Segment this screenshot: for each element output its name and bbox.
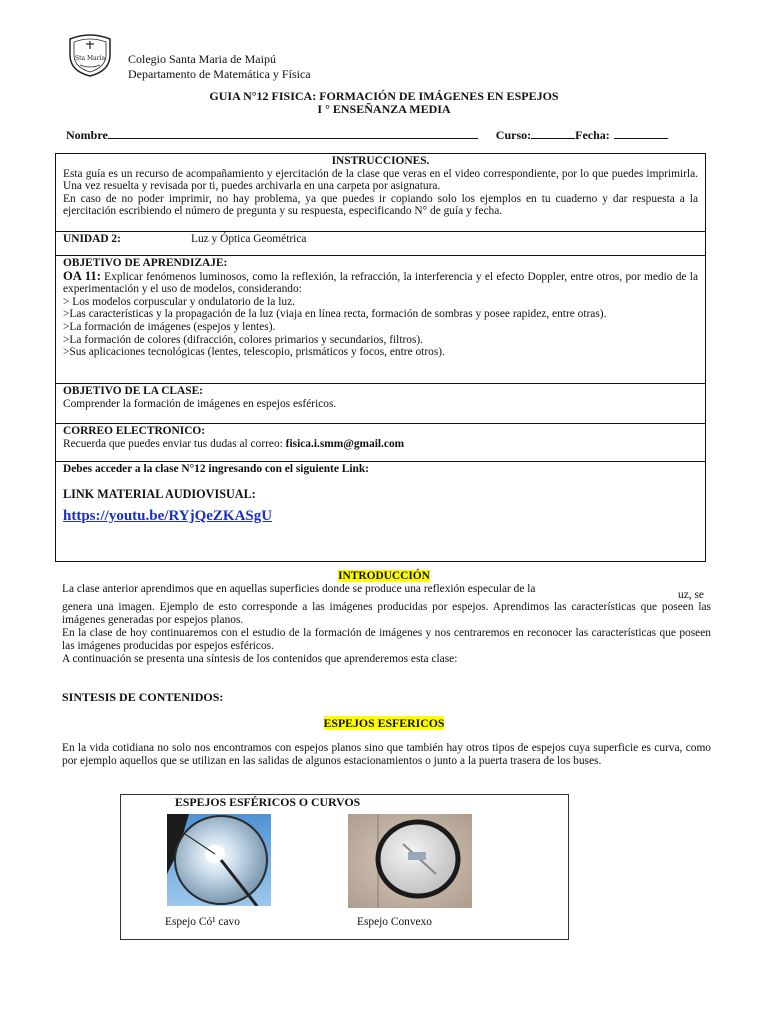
concave-mirror-image [167,814,271,906]
school-logo [66,33,114,77]
class-objective-cell [56,384,706,424]
unit-label: UNIDAD 2: [63,233,121,245]
date-field[interactable] [614,127,668,139]
course-label: Curso: [495,128,532,142]
school-name: Colegio Santa Maria de Maipú [128,52,276,66]
video-link[interactable]: https://youtu.be/RYjQeZKASgU [63,508,273,525]
synthesis-text: En la vida cotidiana no solo nos encontramos con espejos planos sino que también hay otros tipos de espejos cuya superficie es curva, como por ejemplo aquellos que se utilizan en las salidas de algunos estacionamientos o junto a la puerta trasera de los buses. [62,742,711,767]
instructions-p2: En caso de no poder imprimir, no hay problema, ya que puedes ir copiando solo los ejemplos en tu cuaderno y dar respuesta a la ejercitación escribiendo el número de pregunta y su respuesta, especificando N° de guía y fecha. [63,192,698,218]
link-label: LINK MATERIAL AUDIOVISUAL: [63,486,256,501]
email-address[interactable]: fisica.i.smm@gmail.com [285,437,405,450]
email-text: Recuerda que puedes enviar tus dudas al correo: [63,437,286,450]
instructions-p1: Esta guía es un recurso de acompañamiento y ejercitación de la clase que veras en el video correspondiente, por lo que puedes imprimirla. Una vez resuelta y revisada por ti, puedes archivarla en una carpeta por asignatura. [63,167,698,193]
objective-item: >Las características y la propagación de la luz (viaja en línea recta, formación de sombras y posee rapidez, entre otras). [63,308,607,321]
name-field[interactable] [108,127,478,139]
synthesis-subheading: ESPEJOS ESFERICOS [323,716,445,730]
mirrors-figure [120,794,569,940]
intro-p2: En la clase de hoy continuaremos con el estudio de la formación de imágenes y nos centraremos en reconocer las características que poseen las imágenes producidas por espejos esféricos. [62,627,711,652]
info-table [55,153,706,562]
oa-label: OA 11: [63,268,101,283]
objective-item: > Los modelos corpuscular y ondulatorio de la luz. [63,295,295,308]
class-objective-heading: OBJETIVO DE LA CLASE: [63,385,203,397]
objective-item: >La formación de imágenes (espejos y lentes). [63,320,276,333]
intro-p3: A continuación se presenta una síntesis de los contenidos que aprenderemos esta clase: [62,653,458,665]
objective-heading: OBJETIVO DE APRENDIZAJE: [63,257,228,269]
mirrors-title: ESPEJOS ESFÉRICOS O CURVOS [175,795,361,809]
instructions-heading: INSTRUCCIONES. [331,155,430,167]
convex-caption: Espejo Convexo [357,916,432,928]
guide-title: GUIA N°12 FISICA: FORMACIÓN DE IMÁGENES EN ESPEJOS [209,89,559,103]
email-heading: CORREO ELECTRONICO: [63,425,206,437]
course-field[interactable] [531,127,575,139]
oa-text: Explicar fenómenos luminosos, como la reflexión, la refracción, la interferencia y el efecto Doppler, entre otros, por medio de la experimentación y el uso de modelos, considerando: [63,270,698,296]
intro-heading: INTRODUCCIÓN [338,570,430,582]
unit-value: Luz y Óptica Geométrica [191,233,307,245]
date-label: Fecha: [575,128,610,142]
intro-line1: La clase anterior aprendimos que en aquellas superficies donde se produce una reflexión especular de la [62,583,536,595]
objective-item: >Sus aplicaciones tecnológicas (lentes, telescopio, prismáticos y focos, entre otros). [63,346,445,359]
guide-level: I ° ENSEÑANZA MEDIA [317,102,451,116]
class-objective-text: Comprender la formación de imágenes en espejos esféricos. [63,397,337,410]
svg-text:Sta María: Sta María [74,55,106,62]
student-form [66,127,706,143]
objective-item: >La formación de colores (difracción, colores primarios y secundarios, filtros). [63,333,424,346]
objective-cell [56,256,706,384]
email-cell [56,424,706,462]
concave-caption: Espejo Có¹ cavo [165,916,240,928]
instructions-cell [56,154,706,232]
school-info [128,52,311,82]
convex-mirror-image [348,814,472,908]
intro-p1: genera una imagen. Ejemplo de esto corresponde a las imágenes producidas por espejos. Aprendimos las características que poseen las imágenes generadas por espejos planos. [62,601,711,626]
department-name: Departamento de Matemática y Física [128,67,311,81]
unit-cell [56,232,706,256]
name-label: Nombre [66,128,108,142]
intro-line1-tail: uz, se [678,589,704,601]
synthesis-heading: SINTESIS DE CONTENIDOS: [62,690,224,704]
access-cell [56,462,706,562]
access-text: Debes acceder a la clase N°12 ingresando con el siguiente Link: [63,463,369,475]
